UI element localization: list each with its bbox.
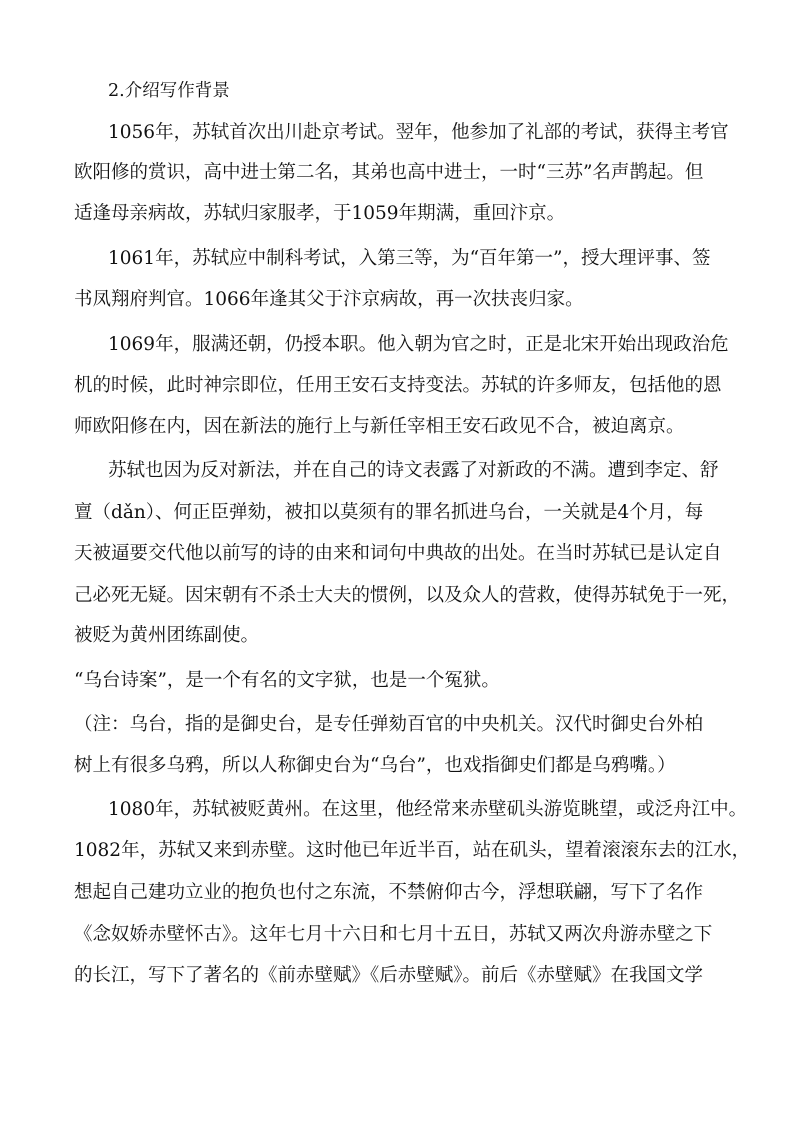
text-line: 欧阳修的赏识，高中进士第二名，其弟也高中进士，一时“三苏”名声鹊起。但 [74, 162, 704, 183]
text-line: 《念奴娇赤壁怀古》。这年七月十六日和七月十五日，苏轼又两次舟游赤壁之下 [74, 924, 713, 945]
text-line: 被贬为黄州团练副使。 [74, 625, 260, 646]
section-heading: 2.介绍写作背景 [108, 81, 230, 101]
text-line: 己必死无疑。因宋朝有不杀士大夫的惯例，以及众人的营救，使得苏轼免于一死， [74, 585, 741, 606]
text-line: 想起自己建功立业的抱负也付之东流，不禁俯仰古今，浮想联翩，写下了名作 [74, 882, 704, 903]
text-line: 师欧阳修在内，因在新法的施行上与新任宰相王安石政见不合，被迫离京。 [74, 416, 685, 437]
text-line: （注：乌台，指的是御史台，是专任弹劾百官的中央机关。汉代时御史台外柏 [74, 714, 704, 735]
text-line: 的长江，写下了著名的《前赤壁赋》《后赤壁赋》。前后《赤壁赋》在我国文学 [74, 965, 704, 986]
text-line: 适逢母亲病故，苏轼归家服孝，于1059年期满，重回汴京。 [74, 203, 566, 224]
text-line: 天被逼要交代他以前写的诗的由来和词句中典故的出处。在当时苏轼已是认定自 [74, 543, 722, 564]
text-line: 1082年，苏轼又来到赤壁。这时他已年近半百，站在矶头，望着滚滚东去的江水， [74, 840, 751, 861]
text-line: 1061年，苏轼应中制科考试，入第三等，为“百年第一”，授大理评事、签 [108, 248, 711, 269]
text-line: 书凤翔府判官。1066年逢其父于汴京病故，再一次扶丧归家。 [74, 289, 584, 310]
text-line: 苏轼也因为反对新法，并在自己的诗文表露了对新政的不满。遭到李定、舒 [108, 460, 719, 481]
text-line: “乌台诗案”，是一个有名的文字狱，也是一个冤狱。 [74, 670, 500, 691]
text-line: 1080年，苏轼被贬黄州。在这里，他经常来赤壁矶头游览眺望，或泛舟江中。 [108, 799, 748, 820]
text-line: 树上有很多乌鸦，所以人称御史台为“乌台”，也戏指御史们都是乌鸦嘴。） [74, 755, 676, 776]
text-line: 亶（dǎn）、何正臣弹劾，被扣以莫须有的罪名抓进乌台，一关就是4个月，每 [74, 502, 704, 523]
text-line: 1069年，服满还朝，仍授本职。他入朝为官之时，正是北宋开始出现政治危 [108, 334, 729, 355]
text-line: 1056年，苏轼首次出川赴京考试。翌年，他参加了礼部的考试，获得主考官 [108, 122, 729, 143]
text-line: 机的时候，此时神宗即位，任用王安石支持变法。苏轼的许多师友，包括他的恩 [74, 375, 722, 396]
